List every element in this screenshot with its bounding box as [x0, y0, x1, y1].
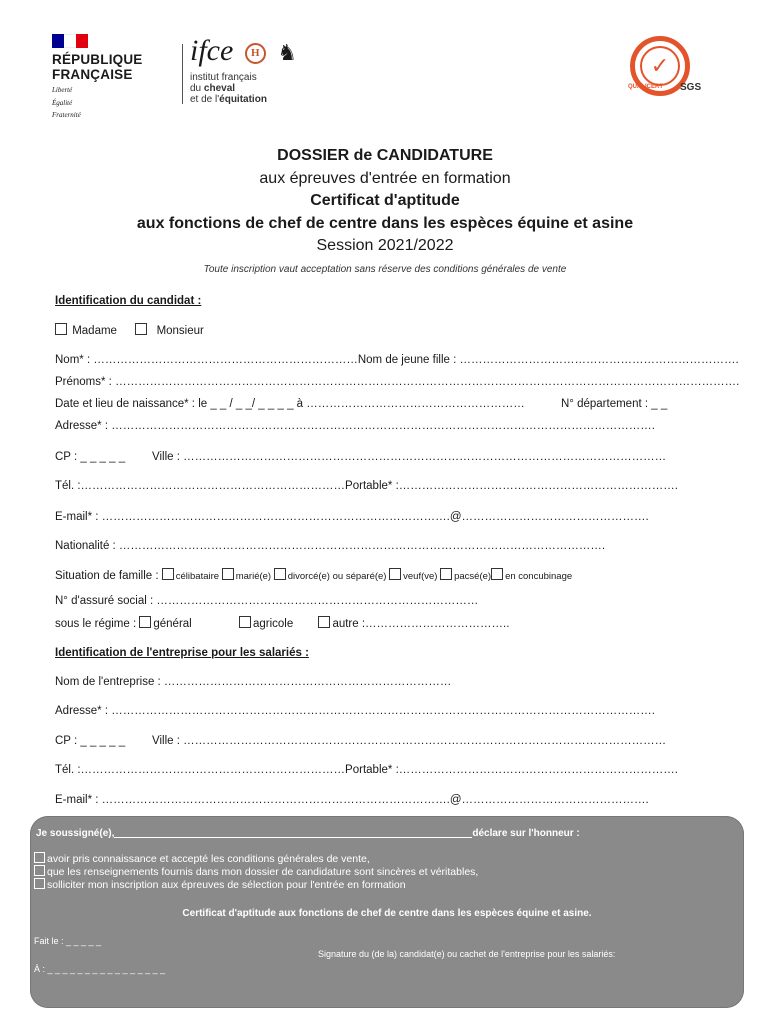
madame-label: Madame — [72, 325, 117, 337]
doc-session: Session 2021/2022 — [316, 237, 454, 254]
soussigne-name-field[interactable] — [114, 837, 472, 838]
doc-subtitle: aux épreuves d'entrée en formation — [259, 170, 511, 187]
haras-badge-icon: H — [245, 43, 266, 64]
declaration-checkbox-1[interactable] — [34, 865, 45, 876]
regime-general-checkbox[interactable] — [139, 616, 151, 628]
declare-label: déclare sur l'honneur : — [472, 828, 580, 839]
tel-field[interactable]: Tél. :……………………………………………………………Portable* :………………………………………………………………. — [55, 480, 678, 492]
declaration-item-0 — [34, 852, 370, 865]
veuf-checkbox[interactable] — [389, 568, 401, 580]
doc-title: DOSSIER de CANDIDATURE — [277, 147, 493, 164]
ifce-logo — [190, 36, 350, 105]
regime-row — [55, 616, 509, 630]
regime-label: sous le régime : — [55, 618, 140, 630]
candidate-heading: Identification du candidat : — [55, 295, 202, 307]
prenoms-field[interactable]: Prénoms* : ………………………………………………………………………………………………………………………………………………. — [55, 376, 740, 388]
ifce-sub-3: et de l' — [190, 94, 220, 106]
signature-label: Signature du (de la) candidat(e) ou cachet de l'entreprise pour les salariés: — [318, 949, 616, 959]
declaration-item-2 — [34, 878, 406, 891]
situation-opt-1: marié(e) — [235, 571, 272, 582]
company-adresse-field[interactable]: Adresse* : ……………………………………………………………………………………………………………………………. — [55, 705, 655, 717]
civility-row — [55, 323, 204, 337]
doc-cert-desc: aux fonctions de chef de centre dans les espèces équine et asine — [136, 215, 634, 232]
rf-motto-3: Fraternité — [52, 111, 81, 119]
qualicert-logo — [628, 36, 704, 112]
departement-field[interactable]: N° département : _ _ — [561, 398, 668, 410]
company-cp-field[interactable]: CP : _ _ _ _ _ — [55, 735, 126, 747]
declaration-checkbox-2[interactable] — [34, 878, 45, 889]
adresse-field[interactable]: Adresse* : ……………………………………………………………………………………………………………………………. — [55, 420, 655, 432]
declaration-item-2-text: solliciter mon inscription aux épreuves de sélection pour l'entrée en formation — [47, 879, 406, 891]
declaration-item-1-text: que les renseignements fournis dans mon dossier de candidature sont sincères et véritables, — [47, 866, 479, 878]
company-nom-field[interactable]: Nom de l'entreprise : ………………………………………………………………… — [55, 676, 452, 688]
nationalite-field[interactable]: Nationalité : ………………………………………………………………………………………………………………. — [55, 540, 606, 552]
soussigne-label: Je soussigné(e), — [36, 828, 115, 839]
declaration-box — [30, 816, 744, 1008]
situation-opt-0: célibataire — [175, 571, 220, 582]
concubinage-checkbox[interactable] — [491, 568, 503, 580]
divorce-checkbox[interactable] — [274, 568, 286, 580]
email-field[interactable]: E-mail* : ……………………………………………………………………………….@…………………………………………. — [55, 511, 649, 523]
ifce-sub-1: institut français — [190, 72, 257, 84]
ifce-wordmark: ifce — [190, 34, 234, 67]
situation-opt-3: veuf(ve) — [403, 571, 438, 582]
declaration-item-0-text: avoir pris connaissance et accepté les conditions générales de vente, — [47, 853, 370, 865]
marianne-flag-icon — [52, 34, 88, 48]
logo-divider — [182, 44, 183, 104]
ifce-sub-2: du — [190, 83, 202, 95]
company-heading: Identification de l'entreprise pour les salariés : — [55, 647, 309, 659]
company-ville-field[interactable]: Ville : ……………………………………………………………………………………………………………… — [152, 735, 667, 747]
situation-row — [55, 568, 572, 582]
assure-field[interactable]: N° d'assuré social : ………………………………………………………………………… — [55, 595, 479, 607]
company-email-field[interactable]: E-mail* : ……………………………………………………………………………….@…………………………………………. — [55, 794, 649, 806]
declaration-item-1 — [34, 865, 478, 878]
company-tel-field[interactable]: Tél. :……………………………………………………………Portable* :………………………………………………………………. — [55, 764, 678, 776]
horse-icon: ♞ — [277, 40, 298, 66]
cp-field[interactable]: CP : _ _ _ _ _ — [55, 451, 126, 463]
fait-le-field[interactable]: Fait le : _ _ _ _ _ — [34, 936, 102, 946]
rf-motto-2: Égalité — [52, 98, 73, 107]
situation-opt-4: pacsé(e) — [454, 571, 492, 582]
qualicert-label: QUALICERT — [628, 84, 663, 90]
marie-checkbox[interactable] — [222, 568, 234, 580]
regime-agricole-checkbox[interactable] — [239, 616, 251, 628]
pacse-checkbox[interactable] — [440, 568, 452, 580]
rf-motto-1: Liberté — [52, 86, 73, 94]
ifce-sub-3b: équitation — [219, 94, 267, 106]
declaration-line — [36, 828, 580, 839]
declaration-checkbox-0[interactable] — [34, 852, 45, 863]
celibataire-checkbox[interactable] — [162, 568, 174, 580]
a-field[interactable]: À : _ _ _ _ _ _ _ _ _ _ _ _ _ _ _ _ — [34, 964, 166, 974]
regime-autre-checkbox[interactable] — [318, 616, 330, 628]
sgs-label: SGS — [680, 82, 702, 93]
madame-checkbox[interactable] — [55, 323, 67, 335]
ifce-sub-2b: cheval — [203, 83, 236, 95]
naissance-field[interactable]: Date et lieu de naissance* : le _ _ / _ _/ _ _ _ _ à ………………………………………………… — [55, 398, 525, 410]
rf-title-1: RÉPUBLIQUE — [52, 52, 143, 67]
monsieur-label: Monsieur — [156, 325, 204, 337]
ville-field[interactable]: Ville : ……………………………………………………………………………………………………………… — [152, 451, 667, 463]
situation-label: Situation de famille : — [55, 570, 162, 582]
declaration-certificat: Certificat d'aptitude aux fonctions de chef de centre dans les espèces équine et asine. — [182, 908, 592, 919]
regime-opt-0: général — [153, 618, 192, 630]
nom-field[interactable]: Nom* : ……………………………………………………………Nom de jeune fille : ………………………………………………………………. — [55, 354, 739, 366]
regime-opt-2[interactable]: autre :……………………………….. — [332, 618, 510, 630]
situation-opt-2: divorcé(e) ou séparé(e) — [287, 571, 387, 582]
republique-francaise-logo — [52, 34, 162, 120]
monsieur-checkbox[interactable] — [135, 323, 147, 335]
regime-opt-1: agricole — [252, 618, 294, 630]
rf-title-2: FRANÇAISE — [52, 67, 133, 82]
doc-note: Toute inscription vaut acceptation sans réserve des conditions générales de vente — [203, 264, 567, 275]
situation-opt-5: en concubinage — [505, 571, 573, 582]
doc-cert-title: Certificat d'aptitude — [310, 192, 460, 209]
check-icon: ✓ — [640, 46, 680, 86]
